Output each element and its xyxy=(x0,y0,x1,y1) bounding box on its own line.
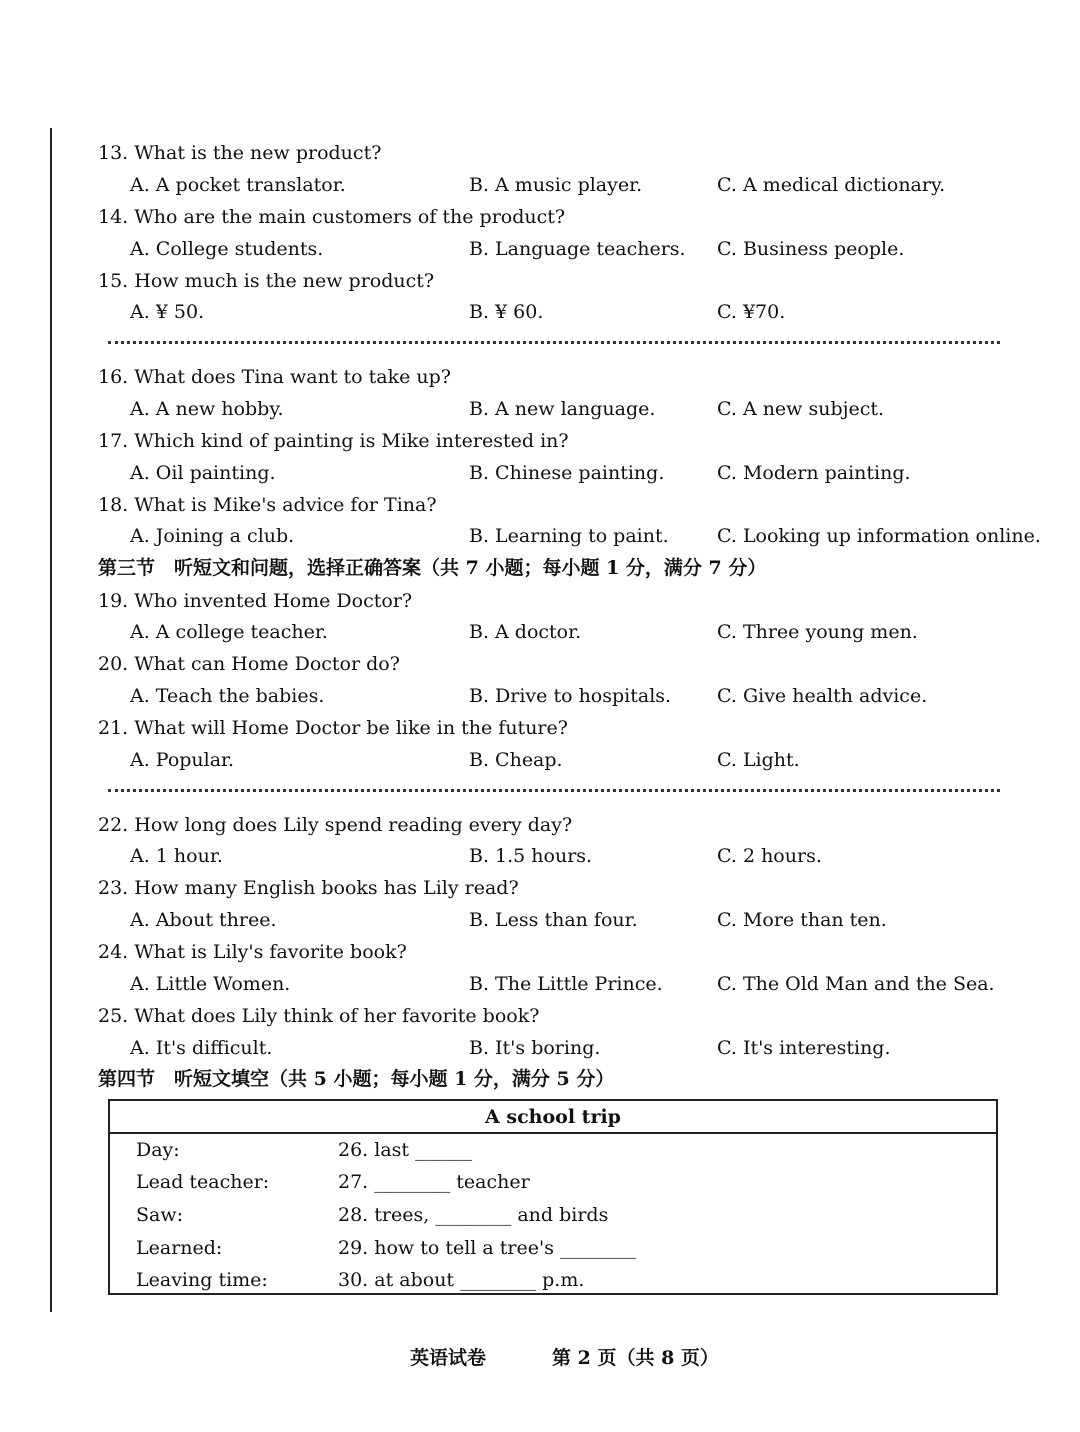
dotted-divider xyxy=(108,341,1000,344)
question-25: 25. What does Lily think of her favorite book? xyxy=(98,1005,540,1027)
option-23-c: C. More than ten. xyxy=(717,909,887,931)
footer-subject: 英语试卷 xyxy=(410,1347,487,1369)
table-row xyxy=(110,1232,996,1264)
option-19-c: C. Three young men. xyxy=(717,621,918,643)
question-20: 20. What can Home Doctor do? xyxy=(98,653,400,675)
row-value: 29. how to tell a tree's ________ xyxy=(338,1237,637,1259)
option-17-c: C. Modern painting. xyxy=(717,462,911,484)
question-18: 18. What is Mike's advice for Tina? xyxy=(98,494,437,516)
row-label: Learned: xyxy=(136,1237,223,1259)
question-24: 24. What is Lily's favorite book? xyxy=(98,941,407,963)
row-label: Lead teacher: xyxy=(136,1171,270,1193)
option-24-a: A. Little Women. xyxy=(130,973,291,995)
row-value: 30. at about ________ p.m. xyxy=(338,1269,585,1291)
option-16-b: B. A new language. xyxy=(469,398,656,420)
school-trip-table xyxy=(108,1099,998,1295)
option-23-b: B. Less than four. xyxy=(469,909,638,931)
option-17-a: A. Oil painting. xyxy=(130,462,276,484)
table-row xyxy=(110,1264,996,1296)
section-4-heading: 第四节 听短文填空（共 5 小题；每小题 1 分，满分 5 分） xyxy=(98,1068,615,1090)
question-14: 14. Who are the main customers of the product? xyxy=(98,206,566,228)
option-15-a: A. ¥ 50. xyxy=(130,301,205,323)
question-16: 16. What does Tina want to take up? xyxy=(98,366,451,388)
option-14-b: B. Language teachers. xyxy=(469,238,686,260)
section-3-heading: 第三节 听短文和问题，选择正确答案（共 7 小题；每小题 1 分，满分 7 分） xyxy=(98,557,767,579)
option-24-c: C. The Old Man and the Sea. xyxy=(717,973,995,995)
question-21: 21. What will Home Doctor be like in the future? xyxy=(98,717,568,739)
option-23-a: A. About three. xyxy=(130,909,277,931)
table-row xyxy=(110,1134,996,1166)
option-18-a: A. Joining a club. xyxy=(130,525,295,547)
option-19-b: B. A doctor. xyxy=(469,621,582,643)
option-21-c: C. Light. xyxy=(717,749,800,771)
option-15-b: B. ¥ 60. xyxy=(469,301,544,323)
row-label: Leaving time: xyxy=(136,1269,268,1291)
option-18-b: B. Learning to paint. xyxy=(469,525,669,547)
option-24-b: B. The Little Prince. xyxy=(469,973,663,995)
option-25-b: B. It's boring. xyxy=(469,1037,601,1059)
option-19-a: A. A college teacher. xyxy=(130,621,328,643)
option-20-a: A. Teach the babies. xyxy=(130,685,325,707)
table-row xyxy=(110,1166,996,1198)
option-21-b: B. Cheap. xyxy=(469,749,563,771)
table-title: A school trip xyxy=(110,1101,996,1134)
option-25-c: C. It's interesting. xyxy=(717,1037,891,1059)
question-19: 19. Who invented Home Doctor? xyxy=(98,590,413,612)
option-13-b: B. A music player. xyxy=(469,174,643,196)
option-20-b: B. Drive to hospitals. xyxy=(469,685,672,707)
option-16-a: A. A new hobby. xyxy=(130,398,284,420)
option-21-a: A. Popular. xyxy=(130,749,235,771)
option-16-c: C. A new subject. xyxy=(717,398,885,420)
row-value: 28. trees, ________ and birds xyxy=(338,1204,609,1226)
question-23: 23. How many English books has Lily read? xyxy=(98,877,519,899)
option-14-c: C. Business people. xyxy=(717,238,905,260)
row-label: Saw: xyxy=(136,1204,184,1226)
option-17-b: B. Chinese painting. xyxy=(469,462,665,484)
option-22-c: C. 2 hours. xyxy=(717,845,822,867)
row-label: Day: xyxy=(136,1139,180,1161)
dotted-divider xyxy=(108,789,1000,792)
option-22-a: A. 1 hour. xyxy=(130,845,223,867)
option-13-a: A. A pocket translator. xyxy=(130,174,346,196)
option-25-a: A. It's difficult. xyxy=(130,1037,273,1059)
question-22: 22. How long does Lily spend reading every day? xyxy=(98,814,573,836)
row-value: 27. ________ teacher xyxy=(338,1171,530,1193)
question-13: 13. What is the new product? xyxy=(98,142,382,164)
option-13-c: C. A medical dictionary. xyxy=(717,174,946,196)
row-value: 26. last ______ xyxy=(338,1139,473,1161)
option-15-c: C. ¥70. xyxy=(717,301,786,323)
table-row xyxy=(110,1199,996,1231)
option-22-b: B. 1.5 hours. xyxy=(469,845,593,867)
option-14-a: A. College students. xyxy=(130,238,324,260)
binding-margin-line xyxy=(50,128,52,1312)
option-20-c: C. Give health advice. xyxy=(717,685,928,707)
question-15: 15. How much is the new product? xyxy=(98,270,435,292)
footer-page-number: 第 2 页（共 8 页） xyxy=(552,1347,719,1369)
option-18-c: C. Looking up information online. xyxy=(717,525,1041,547)
question-17: 17. Which kind of painting is Mike interested in? xyxy=(98,430,569,452)
